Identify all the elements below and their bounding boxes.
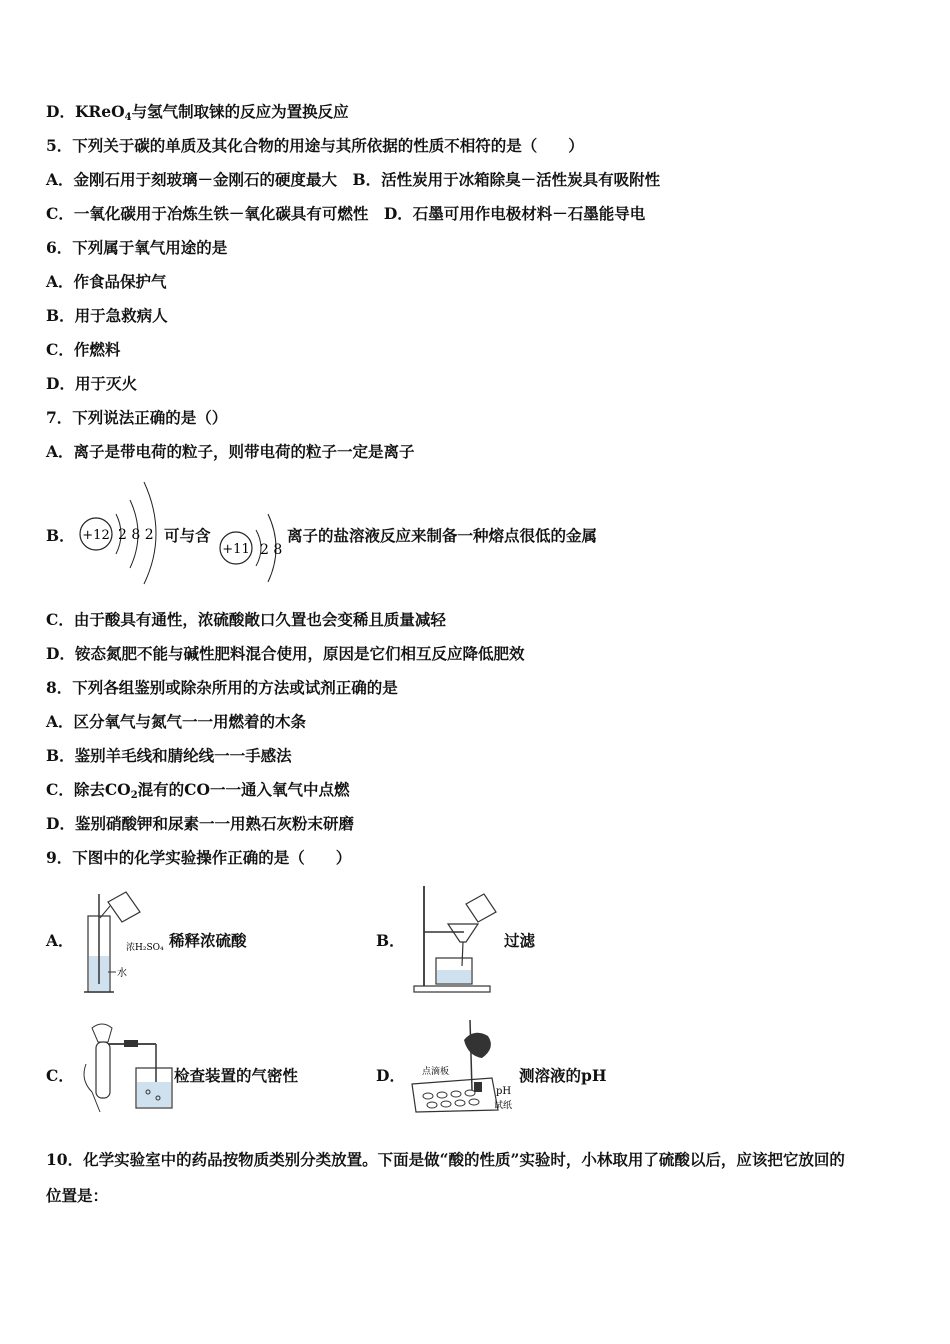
q9-option-c-label: C． (46, 1066, 74, 1085)
q9-option-a-label: A． (46, 931, 74, 950)
q10-stem-line-2: 位置是： (46, 1186, 109, 1205)
q7-stem: 7．下列说法正确的是（） (46, 408, 228, 427)
q9-option-b-label: B． (376, 931, 405, 950)
q7-option-b-mid: 可与含 (164, 526, 211, 545)
q10-stem-line-1: 10．化学实验室中的药品按物质类别分类放置。下面是做“酸的性质”实验时，小林取用了硫酸以后，应该把它放回的 (46, 1150, 845, 1169)
q7-option-b-text: 离子的盐溶液反应来制备一种熔点很低的金属 (287, 526, 598, 545)
ph-test-figure (408, 1018, 518, 1114)
q5-stem: 5．下列关于碳的单质及其化合物的用途与其所依据的性质不相符的是（ ） (46, 136, 584, 155)
q6-option-c: C．作燃料 (46, 340, 121, 359)
q9-option-c-text: 检查装置的气密性 (174, 1066, 299, 1085)
atom2-nucleus: +11 (222, 542, 250, 557)
q5-options-ab: A．金刚石用于刻玻璃－金刚石的硬度最大 B．活性炭用于冰箱除臭－活性炭具有吸附性 (46, 170, 661, 189)
q9-option-d-text: 测溶液的pH (519, 1066, 607, 1085)
q8-option-c: C．除去$CO_2$混有的CO一一通入氧气中点燃 (46, 780, 350, 801)
water-label: 水 (117, 968, 127, 979)
airtightness-figure (78, 1020, 173, 1115)
q8-stem: 8．下列各组鉴别或除杂所用的方法或试剂正确的是 (46, 678, 398, 697)
q4-option-d: D．KReO$_4$与氢气制取铼的反应为置换反应 (46, 102, 349, 123)
spot-plate-label: 点滴板 (422, 1067, 450, 1077)
q7-option-b-label: B． (46, 526, 75, 545)
atom-diagram-na (216, 504, 286, 584)
q7-option-d: D．铵态氮肥不能与碱性肥料混合使用，原因是它们相互反应降低肥效 (46, 644, 525, 663)
atom1-shells: 2 8 2 (118, 527, 154, 543)
q6-stem: 6．下列属于氧气用途的是 (46, 238, 228, 257)
q6-option-d: D．用于灭火 (46, 374, 137, 393)
dilution-figure (78, 888, 168, 998)
q9-option-a-text: 稀释浓硫酸 (169, 931, 247, 950)
atom-diagram-mg (74, 478, 164, 588)
q8-option-d: D．鉴别硝酸钾和尿素一一用熟石灰粉末研磨 (46, 814, 354, 833)
q8-option-b: B．鉴别羊毛线和腈纶线一一手感法 (46, 746, 292, 765)
atom1-nucleus: +12 (82, 528, 110, 543)
atom2-shells: 2 8 (260, 542, 283, 558)
q6-option-a: A．作食品保护气 (46, 272, 167, 291)
q9-stem: 9．下图中的化学实验操作正确的是（ ） (46, 848, 352, 867)
ph-label: pH (496, 1086, 512, 1097)
q9-option-b-text: 过滤 (504, 931, 536, 950)
q5-options-cd: C．一氧化碳用于冶炼生铁－氧化碳具有可燃性 D．石墨可用作电极材料－石墨能导电 (46, 204, 646, 223)
q9-option-d-label: D． (376, 1066, 405, 1085)
q7-option-c: C．由于酸具有通性，浓硫酸敞口久置也会变稀且质量减轻 (46, 610, 446, 629)
test-paper-label: 试纸 (494, 1101, 513, 1111)
conc-sulfuric-label: 浓H₂SO₄ (126, 943, 164, 953)
filtration-figure (412, 882, 502, 994)
q6-option-b: B．用于急救病人 (46, 306, 168, 325)
q7-option-a: A．离子是带电荷的粒子，则带电荷的粒子一定是离子 (46, 442, 415, 461)
q8-option-a: A．区分氧气与氮气一一用燃着的木条 (46, 712, 307, 731)
